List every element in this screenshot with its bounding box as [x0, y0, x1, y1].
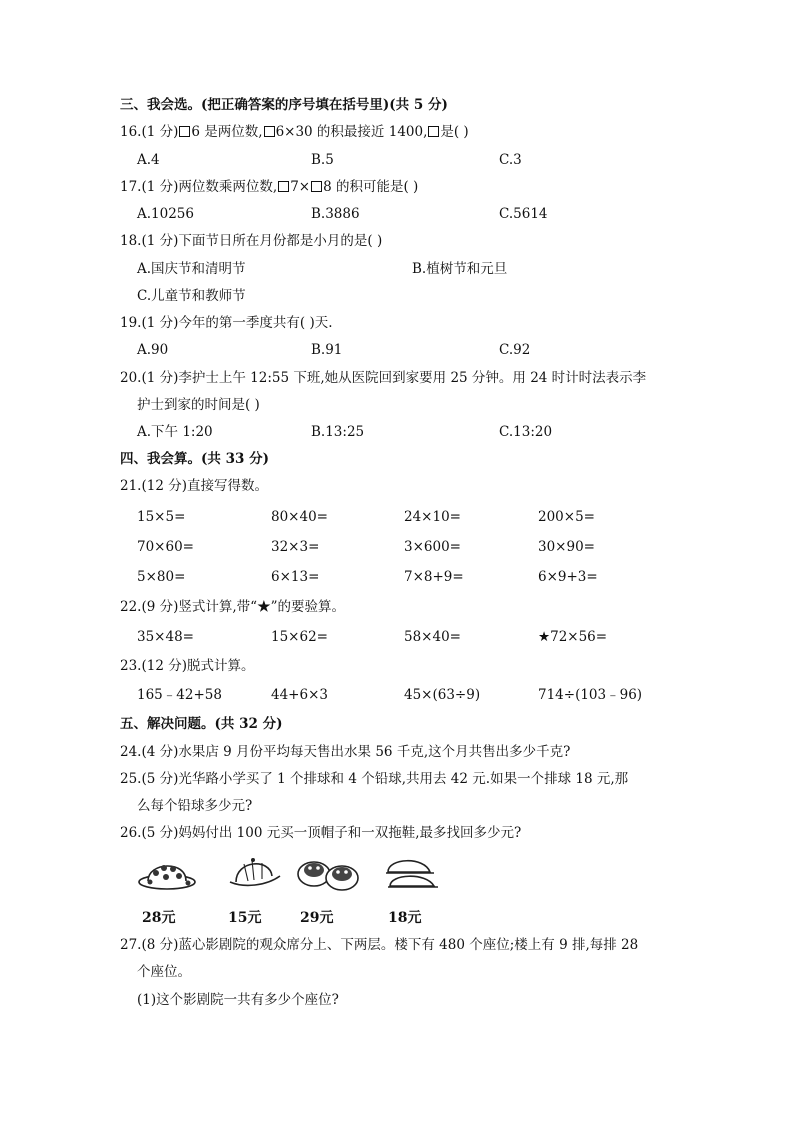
question-19: 19.(1 分)今年的第一季度共有( )天.: [120, 315, 333, 331]
expression: 6×9+3=: [538, 569, 598, 585]
blank-square-icon: [179, 126, 190, 137]
price-pictures: [136, 852, 456, 932]
option-c: C.92: [499, 342, 531, 358]
expression: 24×10=: [404, 509, 461, 525]
question-22: 22.(9 分)竖式计算,带“★”的要验算。: [120, 599, 345, 615]
item-slippers: [294, 852, 364, 932]
option-c: C.3: [499, 152, 522, 168]
option-a: A.4: [137, 152, 160, 168]
question-26: 26.(5 分)妈妈付出 100 元买一顶帽子和一双拖鞋,最多找回多少元?: [120, 825, 522, 841]
question-21: 21.(12 分)直接写得数。: [120, 478, 268, 494]
expression: 80×40=: [271, 509, 328, 525]
q16-part-b: 6×30 的积最接近 1400,: [275, 124, 428, 140]
blank-square-icon: [264, 126, 275, 137]
price-label: 29元: [300, 910, 334, 926]
expression: 7×8+9=: [404, 569, 464, 585]
slippers-icon: [294, 852, 362, 898]
expression: 200×5=: [538, 509, 595, 525]
expression: 165﹣42+58: [137, 687, 222, 703]
question-20-line-2: 护士到家的时间是( ): [137, 397, 260, 413]
section-3-title: 三、我会选。(把正确答案的序号填在括号里)(共 5 分): [120, 97, 448, 113]
question-18: 18.(1 分)下面节日所在月份都是小月的是( ): [120, 233, 383, 249]
item-floral-hat: [136, 852, 206, 932]
q16-part-a: 6 是两位数,: [191, 124, 263, 140]
option-a: A.下午 1:20: [137, 424, 213, 440]
expression: 5×80=: [137, 569, 186, 585]
q17-prefix: 17.(1 分)两位数乘两位数,: [120, 179, 278, 195]
option-b: B.3886: [311, 206, 360, 222]
expression: ★72×56=: [538, 629, 608, 645]
expression: 714÷(103﹣96): [538, 687, 643, 703]
blank-square-icon: [311, 181, 322, 192]
option-a: A.90: [137, 342, 169, 358]
expression: 32×3=: [271, 539, 320, 555]
floral-hat-icon: [136, 852, 200, 898]
question-25-line-1: 25.(5 分)光华路小学买了 1 个排球和 4 个铅球,共用去 42 元.如果一个排球 18 元,那: [120, 771, 629, 787]
option-a: A.10256: [137, 206, 194, 222]
blank-square-icon: [428, 126, 439, 137]
option-a: A.国庆节和清明节: [137, 261, 246, 277]
question-20-line-1: 20.(1 分)李护士上午 12:55 下班,她从医院回到家要用 25 分钟。用 24 时计时法表示李: [120, 370, 647, 386]
question-27-line-2: 个座位。: [137, 964, 191, 980]
question-27-line-1: 27.(8 分)蓝心影剧院的观众席分上、下两层。楼下有 480 个座位;楼上有 9 排,每排 28: [120, 937, 639, 953]
q17-part-b: 8 的积可能是( ): [323, 179, 419, 195]
q16-part-c: 是( ): [440, 124, 469, 140]
question-16: [120, 122, 469, 142]
question-25-line-2: 么每个铅球多少元?: [137, 798, 253, 814]
q17-part-a: 7×: [290, 179, 311, 195]
question-23: 23.(12 分)脱式计算。: [120, 658, 255, 674]
option-b: B.5: [311, 152, 334, 168]
question-17: [120, 177, 418, 197]
option-b: B.植树节和元旦: [412, 261, 508, 277]
option-c: C.儿童节和教师节: [137, 288, 246, 304]
expression: 3×600=: [404, 539, 461, 555]
slipper-pair-icon: [382, 852, 446, 898]
option-c: C.5614: [499, 206, 548, 222]
question-27-sub-1: (1)这个影剧院一共有多少个座位?: [137, 992, 339, 1008]
expression: 45×(63÷9): [404, 687, 481, 703]
blank-square-icon: [278, 181, 289, 192]
option-b: B.91: [311, 342, 343, 358]
section-4-title: 四、我会算。(共 33 分): [120, 451, 269, 467]
option-b: B.13:25: [311, 424, 365, 440]
expression: 35×48=: [137, 629, 194, 645]
expression: 44+6×3: [271, 687, 328, 703]
expression: 6×13=: [271, 569, 320, 585]
item-slipper-pair: [382, 852, 452, 932]
option-c: C.13:20: [499, 424, 553, 440]
expression: 70×60=: [137, 539, 194, 555]
price-label: 28元: [142, 910, 176, 926]
cap-icon: [222, 852, 286, 898]
question-24: 24.(4 分)水果店 9 月份平均每天售出水果 56 千克,这个月共售出多少千克?: [120, 744, 571, 760]
price-label: 15元: [228, 910, 262, 926]
expression: 58×40=: [404, 629, 461, 645]
price-label: 18元: [388, 910, 422, 926]
q16-prefix: 16.(1 分): [120, 124, 179, 140]
item-cap: [222, 852, 292, 932]
expression: 15×5=: [137, 509, 186, 525]
expression: 30×90=: [538, 539, 595, 555]
section-5-title: 五、解决问题。(共 32 分): [120, 716, 283, 732]
expression: 15×62=: [271, 629, 328, 645]
